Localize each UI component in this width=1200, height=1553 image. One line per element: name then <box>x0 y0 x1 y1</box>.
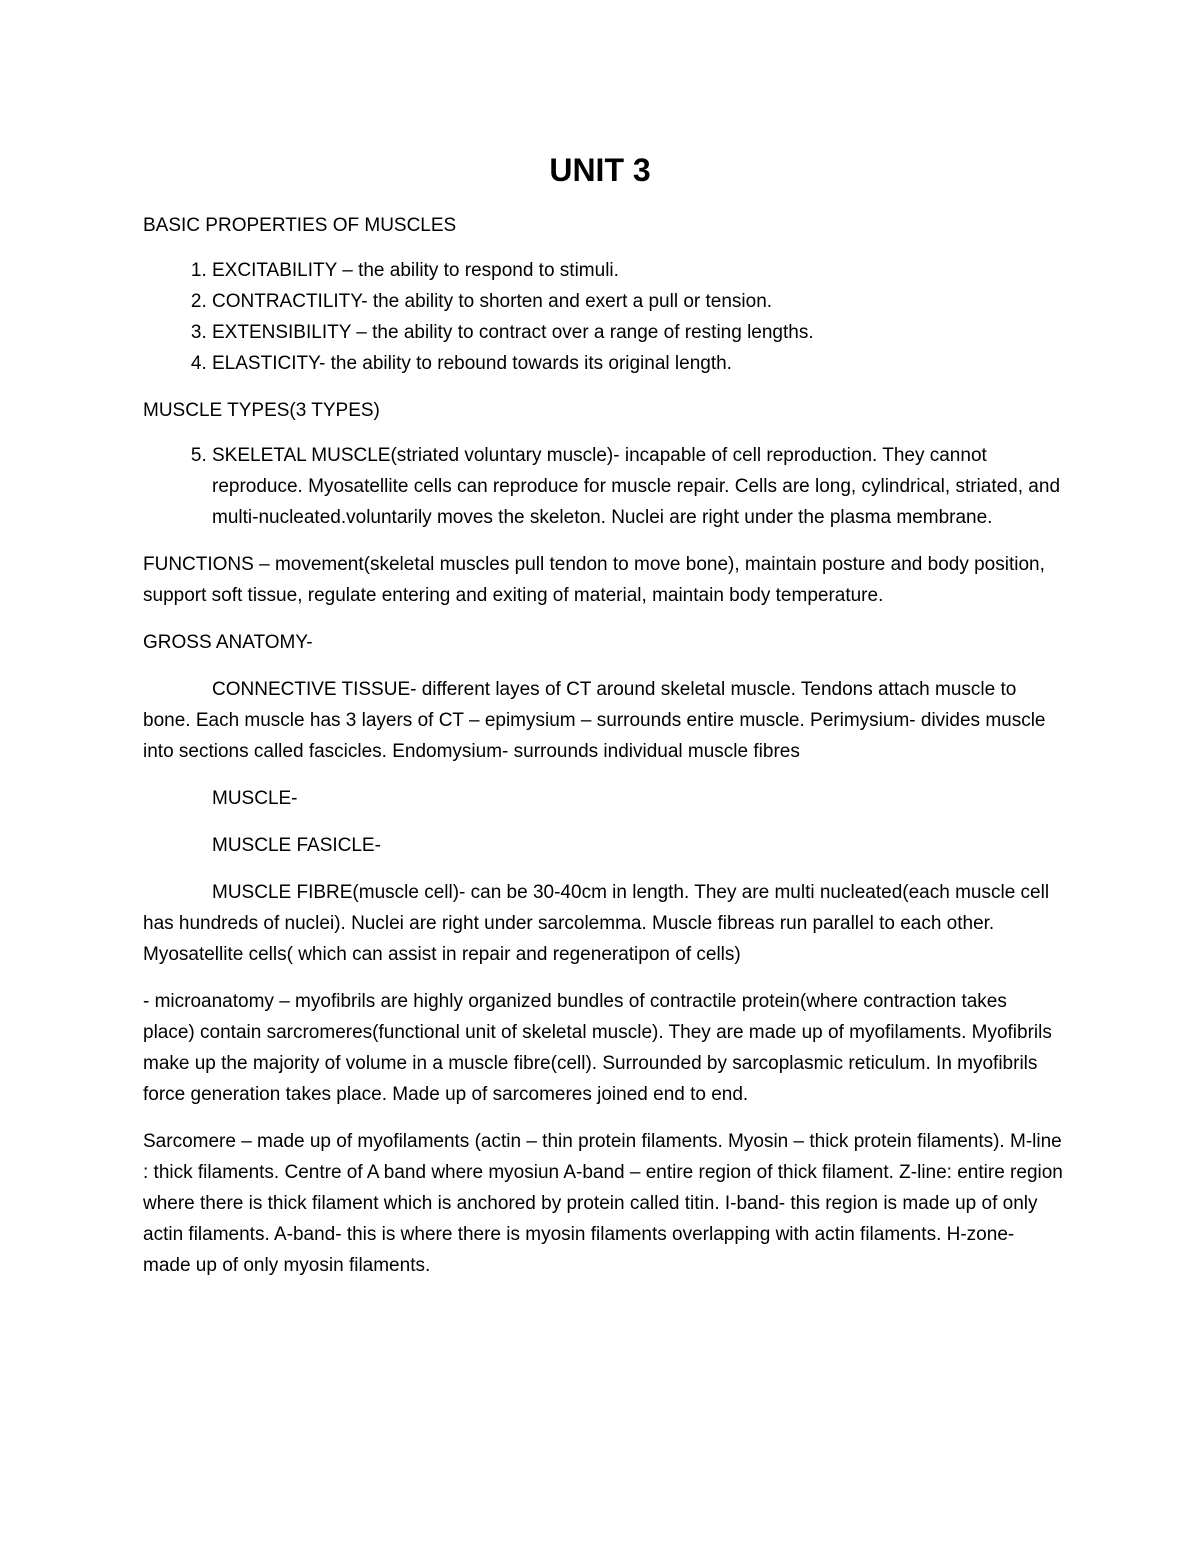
list-item: 5. SKELETAL MUSCLE(striated voluntary muscle)- incapable of cell reproduction. They cannot reproduce. Myosatellite cells can reproduce for muscle repair. Cells are long, cylindrical, striated, and multi-nucleated.voluntarily moves the skeleton. Nuclei are right under the plasma membrane. <box>212 440 1063 533</box>
list-item: 2. CONTRACTILITY- the ability to shorten and exert a pull or tension. <box>212 286 1063 317</box>
section-heading-gross-anatomy: GROSS ANATOMY- <box>143 632 313 653</box>
list-item: 1. EXCITABILITY – the ability to respond to stimuli. <box>212 255 1063 286</box>
muscle-fibre-paragraph: MUSCLE FIBRE(muscle cell)- can be 30-40cm in length. They are multi nucleated(each muscle cell has hundreds of nuclei). Nuclei are right under sarcolemma. Muscle fibreas run parallel to each other. Myosatellite cells( which can assist in repair and regeneratipon of cells) <box>143 882 1050 965</box>
document-body <box>143 210 1063 1297</box>
muscle-types-list <box>143 440 1063 533</box>
list-item: 4. ELASTICITY- the ability to rebound towards its original length. <box>212 348 1063 379</box>
microanatomy-paragraph: - microanatomy – myofibrils are highly organized bundles of contractile protein(where contraction takes place) contain sarcromeres(functional unit of skeletal muscle). They are made up of myofilaments. Myofibrils make up the majority of volume in a muscle fibre(cell). Surrounded by sarcoplasmic reticulum. In myofibrils force generation takes place. Made up of sarcomeres joined end to end. <box>143 991 1052 1105</box>
list-item: 3. EXTENSIBILITY – the ability to contract over a range of resting lengths. <box>212 317 1063 348</box>
functions-paragraph: FUNCTIONS – movement(skeletal muscles pull tendon to move bone), maintain posture and body position, support soft tissue, regulate entering and exiting of material, maintain body temperature. <box>143 554 1045 606</box>
connective-tissue-paragraph: CONNECTIVE TISSUE- different layes of CT around skeletal muscle. Tendons attach muscle to bone. Each muscle has 3 layers of CT – epimysium – surrounds entire muscle. Perimysium- divides muscle into sections called fascicles. Endomysium- surrounds individual muscle fibres <box>143 679 1046 762</box>
page-title: UNIT 3 <box>549 152 651 188</box>
sarcomere-paragraph: Sarcomere – made up of myofilaments (actin – thin protein filaments. Myosin – thick protein filaments). M-line : thick filaments. Centre of A band where myosiun A-band – entire region of thick filament. Z-line: entire region where there is thick filament which is anchored by protein called titin. I-band- this region is made up of only actin filaments. A-band- this is where there is myosin filaments overlapping with actin filaments. H-zone- made up of only myosin filaments. <box>143 1131 1063 1276</box>
section-heading-basic-properties: BASIC PROPERTIES OF MUSCLES <box>143 215 457 236</box>
muscle-subheading: MUSCLE- <box>212 788 298 809</box>
section-heading-muscle-types: MUSCLE TYPES(3 TYPES) <box>143 400 380 421</box>
muscle-fascicle-subheading: MUSCLE FASICLE- <box>212 835 381 856</box>
basic-properties-list <box>143 255 1063 379</box>
